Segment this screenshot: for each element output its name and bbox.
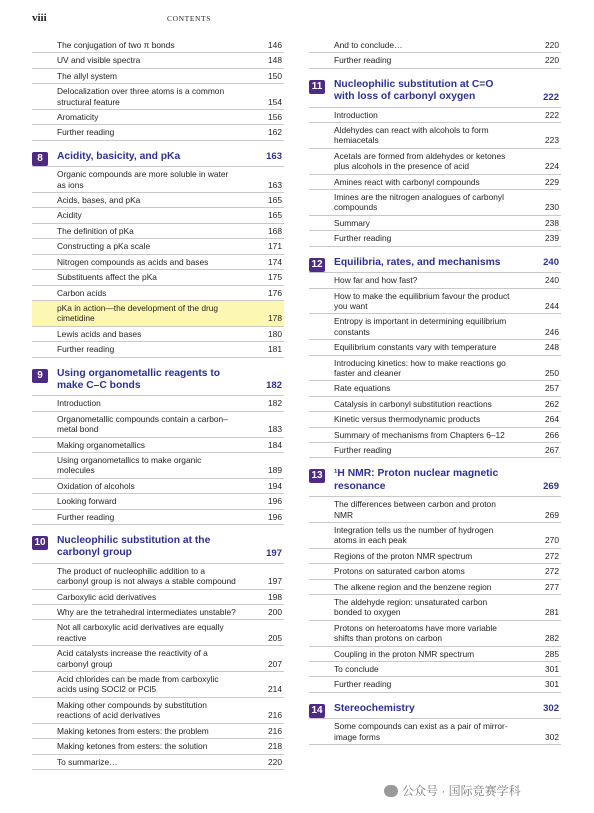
page-ref: 281 [545, 607, 559, 618]
entry-title: Catalysis in carbonyl substitution reactions [334, 398, 492, 409]
toc-entry[interactable] [32, 270, 284, 285]
entry-title: Some compounds can exist as a pair of mirror-image forms [334, 721, 508, 742]
page-ref: 220 [268, 756, 282, 767]
entry-title: Entropy is important in determining equilibrium constants [334, 316, 507, 337]
entry-title: Further reading [57, 511, 115, 522]
page-ref: 174 [268, 256, 282, 267]
entry-title: Nitrogen compounds as acids and bases [57, 256, 209, 267]
toc-entry[interactable] [32, 724, 284, 739]
toc-entry[interactable] [32, 494, 284, 509]
page-ref: 165 [268, 210, 282, 221]
entry-title: The differences between carbon and proton NMR [334, 499, 496, 520]
page-ref: 224 [545, 161, 559, 172]
chapter-number-badge: 11 [309, 80, 325, 94]
page-ref: 239 [545, 233, 559, 244]
page-ref: 301 [545, 664, 559, 675]
page-ref: 197 [266, 547, 282, 559]
page-ref: 248 [545, 342, 559, 353]
entry-title: Summary [334, 217, 370, 228]
toc-entry[interactable] [309, 216, 561, 231]
toc-entry[interactable] [32, 255, 284, 270]
entry-title: Organic compounds are more soluble in water as ions [57, 169, 229, 190]
page-ref: 272 [545, 566, 559, 577]
toc-entry[interactable] [309, 190, 561, 216]
toc-entry[interactable] [32, 479, 284, 494]
entry-title: Imines are the nitrogen analogues of carbonyl compounds [334, 192, 504, 213]
toc-entry[interactable] [309, 662, 561, 677]
toc-entry[interactable] [32, 510, 284, 525]
page-ref: 196 [268, 511, 282, 522]
chapter-title: Acidity, basicity, and pKa [57, 150, 181, 162]
page-header [32, 12, 562, 28]
page-ref: 222 [545, 109, 559, 120]
entry-title: Further reading [334, 233, 392, 244]
entry-title: Delocalization over three atoms is a common structural feature [57, 86, 225, 107]
entry-title: The product of nucleophilic addition to a carbonyl group is not always a stable compound [57, 565, 236, 587]
entry-title: The aldehyde region: unsaturated carbon bonded to oxygen [334, 597, 488, 618]
entry-title: Why are the tetrahedral intermediates unstable? [57, 607, 236, 618]
toc-entry[interactable] [309, 443, 561, 458]
page-ref: 184 [268, 439, 282, 450]
entry-title: Carbon acids [57, 287, 107, 298]
page-ref: 176 [268, 287, 282, 298]
entry-title: Protons on saturated carbon atoms [334, 566, 465, 577]
toc-entry[interactable] [32, 286, 284, 301]
toc-entry[interactable] [309, 38, 561, 53]
toc-entry[interactable] [32, 208, 284, 223]
entry-title: Coupling in the proton NMR spectrum [334, 648, 475, 659]
entry-title: UV and visible spectra [57, 55, 141, 66]
toc-entry[interactable] [309, 595, 561, 621]
toc-entry[interactable] [309, 719, 561, 745]
toc-entry[interactable] [32, 698, 284, 724]
toc-entry[interactable] [32, 412, 284, 438]
toc-chapter[interactable] [309, 467, 561, 497]
chapter-title: Equilibria, rates, and mechanisms [334, 256, 501, 268]
page-ref: 146 [268, 40, 282, 50]
toc-entry-highlighted[interactable] [32, 301, 284, 327]
toc-entry[interactable] [309, 314, 561, 340]
page-ref: 238 [545, 217, 559, 228]
toc-entry[interactable] [309, 647, 561, 662]
page-ref: 244 [545, 300, 559, 311]
entry-title: Using organometallics to make organic molecules [57, 454, 202, 476]
page-ref: 194 [268, 480, 282, 491]
entry-title: Making organometallics [57, 439, 145, 450]
page-ref: 269 [543, 481, 559, 493]
page-ref: 302 [545, 731, 559, 742]
entry-title: How far and how fast? [334, 275, 418, 286]
chapter-title: Nucleophilic substitution at C=O with loss of carbonyl oxygen [334, 78, 494, 103]
page-ref: 240 [545, 275, 559, 286]
entry-title: And to conclude… [334, 40, 403, 50]
toc-entry[interactable] [32, 167, 284, 193]
page-ref: 175 [268, 272, 282, 283]
toc-entry[interactable] [32, 125, 284, 140]
page-ref: 181 [268, 344, 282, 355]
chapter-title: Using organometallic reagents to make C–C bonds [57, 367, 221, 391]
entry-title: Equilibrium constants vary with temperature [334, 342, 497, 353]
toc-entry[interactable] [32, 110, 284, 125]
page-ref: 262 [545, 398, 559, 409]
entry-title: Regions of the proton NMR spectrum [334, 550, 473, 561]
toc-entry[interactable] [32, 564, 284, 590]
entry-title: How to make the equilibrium favour the product you want [334, 290, 510, 311]
entry-title: Making ketones from esters: the problem [57, 725, 209, 736]
toc-entry[interactable] [309, 564, 561, 579]
page-ref: 240 [543, 257, 559, 269]
page-ref: 272 [545, 550, 559, 561]
page-ref: 277 [545, 581, 559, 592]
page-ref: 150 [268, 70, 282, 81]
page-ref: 257 [545, 383, 559, 394]
toc-entry[interactable] [32, 38, 284, 53]
entry-title: Making ketones from esters: the solution [57, 741, 208, 752]
entry-title: Introducing kinetics: how to make reactions go faster and cleaner [334, 357, 506, 378]
toc-entry[interactable] [32, 69, 284, 84]
toc-entry[interactable] [309, 340, 561, 355]
toc-left-column [32, 38, 284, 770]
entry-title: Acetals are formed from aldehydes or ketones plus alcohols in the presence of acid [334, 150, 506, 172]
entry-title: Substituents affect the pKa [57, 272, 157, 283]
entry-title: Lewis acids and bases [57, 328, 142, 339]
toc-entry[interactable] [309, 523, 561, 549]
page-ref: 301 [545, 679, 559, 690]
page-ref: 218 [268, 741, 282, 752]
toc-entry[interactable] [309, 53, 561, 68]
entry-title: Rate equations [334, 383, 391, 394]
entry-title: Amines react with carbonyl compounds [334, 176, 480, 187]
page-ref: 198 [268, 591, 282, 602]
toc-chapter[interactable] [32, 367, 284, 397]
entry-title: Further reading [334, 444, 392, 455]
page-ref: 182 [266, 380, 282, 392]
entry-title: Not all carboxylic acid derivatives are equally reactive [57, 622, 224, 643]
chapter-number-badge: 13 [309, 469, 325, 483]
page-ref: 163 [268, 179, 282, 190]
page-ref: 229 [545, 176, 559, 187]
entry-title: Summary of mechanisms from Chapters 6–12 [334, 429, 505, 440]
page-ref: 220 [545, 55, 559, 66]
page-ref: 302 [543, 703, 559, 715]
chapter-title: Nucleophilic substitution at the carbonyl group [57, 535, 211, 559]
page-ref: 168 [268, 225, 282, 236]
toc-entry[interactable] [309, 428, 561, 443]
toc-entry[interactable] [32, 193, 284, 208]
entry-title: Further reading [334, 55, 392, 66]
toc-right-column [309, 38, 561, 745]
page-ref: 180 [268, 328, 282, 339]
toc-entry[interactable] [309, 175, 561, 190]
toc-entry[interactable] [309, 123, 561, 149]
chapter-number-badge: 12 [309, 258, 325, 272]
page-ref: 246 [545, 326, 559, 337]
entry-title: Introduction [57, 398, 101, 409]
chapter-number-badge: 10 [32, 536, 48, 550]
toc-entry[interactable] [32, 84, 284, 110]
page-ref: 178 [268, 313, 282, 324]
chapter-number-badge: 8 [32, 152, 48, 166]
toc-entry[interactable] [32, 327, 284, 342]
entry-title: Acidity [57, 210, 82, 221]
page-ref: 156 [268, 112, 282, 123]
page-ref: 183 [268, 424, 282, 435]
chapter-number-badge: 9 [32, 369, 48, 383]
wechat-icon [384, 785, 398, 797]
page-ref: 269 [545, 509, 559, 520]
toc-entry[interactable] [32, 605, 284, 620]
toc-entry[interactable] [309, 549, 561, 564]
page-ref: 196 [268, 496, 282, 507]
page-ref: 163 [266, 151, 282, 163]
page-ref: 250 [545, 367, 559, 378]
toc-entry[interactable] [309, 273, 561, 288]
page-ref: 230 [545, 202, 559, 213]
page-ref: 165 [268, 195, 282, 206]
entry-title: The alkene region and the benzene region [334, 581, 492, 592]
toc-entry[interactable] [32, 672, 284, 698]
toc-entry[interactable] [309, 356, 561, 382]
page-ref: 171 [268, 241, 282, 252]
entry-title: Further reading [57, 344, 115, 355]
toc-entry[interactable] [309, 580, 561, 595]
toc-entry[interactable] [309, 108, 561, 123]
page-ref: 285 [545, 648, 559, 659]
toc-entry[interactable] [32, 646, 284, 672]
entry-title: Protons on heteroatoms have more variable shifts than protons on carbon [334, 622, 497, 644]
entry-title: The conjugation of two π bonds [57, 40, 175, 50]
watermark [384, 782, 521, 799]
toc-entry[interactable] [309, 397, 561, 412]
page-number: viii [32, 12, 47, 24]
chapter-title: ¹H NMR: Proton nuclear magnetic resonance [334, 468, 499, 492]
toc-entry[interactable] [32, 755, 284, 770]
toc-entry[interactable] [32, 620, 284, 646]
page-ref: 282 [545, 633, 559, 644]
toc-chapter[interactable] [309, 702, 561, 719]
entry-title: To summarize… [57, 756, 118, 767]
page-ref: 216 [268, 725, 282, 736]
entry-title: Oxidation of alcohols [57, 480, 135, 491]
toc-entry[interactable] [309, 231, 561, 246]
toc-entry[interactable] [309, 677, 561, 692]
entry-title: The allyl system [57, 70, 118, 81]
page-ref: 220 [545, 40, 559, 50]
page-ref: 162 [268, 127, 282, 138]
page-ref: 197 [268, 576, 282, 587]
page-ref: 267 [545, 444, 559, 455]
page-ref: 200 [268, 607, 282, 618]
toc-entry[interactable] [32, 739, 284, 754]
entry-title: Making other compounds by substitution reactions of acid derivatives [57, 699, 207, 721]
toc-entry[interactable] [32, 396, 284, 411]
toc-chapter[interactable] [309, 256, 561, 273]
page-ref: 266 [545, 429, 559, 440]
toc-entry[interactable] [32, 53, 284, 68]
page-ref: 223 [545, 135, 559, 146]
toc-entry[interactable] [32, 239, 284, 254]
toc-entry[interactable] [309, 621, 561, 647]
toc-entry[interactable] [32, 224, 284, 239]
entry-title: The definition of pKa [57, 225, 134, 236]
entry-title: Further reading [334, 679, 392, 690]
page-ref: 189 [268, 465, 282, 476]
toc-entry[interactable] [309, 289, 561, 315]
entry-title: Introduction [334, 109, 378, 120]
toc-entry[interactable] [32, 342, 284, 357]
entry-title: To conclude [334, 664, 379, 675]
toc-entry[interactable] [309, 412, 561, 427]
toc-entry[interactable] [32, 453, 284, 479]
chapter-number-badge: 14 [309, 704, 325, 718]
page-ref: 154 [268, 96, 282, 107]
page-ref: 207 [268, 658, 282, 669]
entry-title: pKa in action—the development of the drug cimetidine [57, 302, 219, 324]
entry-title: Constructing a pKa scale [57, 241, 151, 252]
entry-title: Integration tells us the number of hydrogen atoms in each peak [334, 525, 494, 546]
toc-entry[interactable] [32, 438, 284, 453]
page-ref: 264 [545, 414, 559, 425]
toc-entry[interactable] [309, 497, 561, 523]
page-ref: 216 [268, 710, 282, 721]
entry-title: Acid catalysts increase the reactivity of a carbonyl group [57, 648, 208, 669]
page-ref: 270 [545, 535, 559, 546]
entry-title: Organometallic compounds contain a carbon–metal bond [57, 413, 228, 435]
entry-title: Acid chlorides can be made from carboxylic acids using SOCl2 or PCl5 [57, 674, 219, 695]
page-ref: 182 [268, 398, 282, 409]
toc-chapter[interactable] [32, 150, 284, 167]
toc-chapter[interactable] [309, 78, 561, 108]
watermark-text: 公众号 · 国际竞赛学科 [402, 784, 521, 798]
toc-entry[interactable] [309, 381, 561, 396]
page-ref: 214 [268, 684, 282, 695]
chapter-title: Stereochemistry [334, 702, 415, 714]
entry-title: Aromaticity [57, 112, 99, 123]
entry-title: Further reading [57, 127, 115, 138]
entry-title: Aldehydes can react with alcohols to form hemiacetals [334, 125, 489, 146]
toc-entry[interactable] [32, 590, 284, 605]
entry-title: Kinetic versus thermodynamic products [334, 414, 481, 425]
page-ref: 205 [268, 632, 282, 643]
toc-entry[interactable] [309, 149, 561, 175]
running-head: CONTENTS [167, 14, 211, 23]
page-ref: 148 [268, 55, 282, 66]
page-ref: 222 [543, 91, 559, 103]
entry-title: Carboxylic acid derivatives [57, 591, 157, 602]
entry-title: Acids, bases, and pKa [57, 195, 141, 206]
toc-chapter[interactable] [32, 534, 284, 564]
entry-title: Looking forward [57, 496, 117, 507]
